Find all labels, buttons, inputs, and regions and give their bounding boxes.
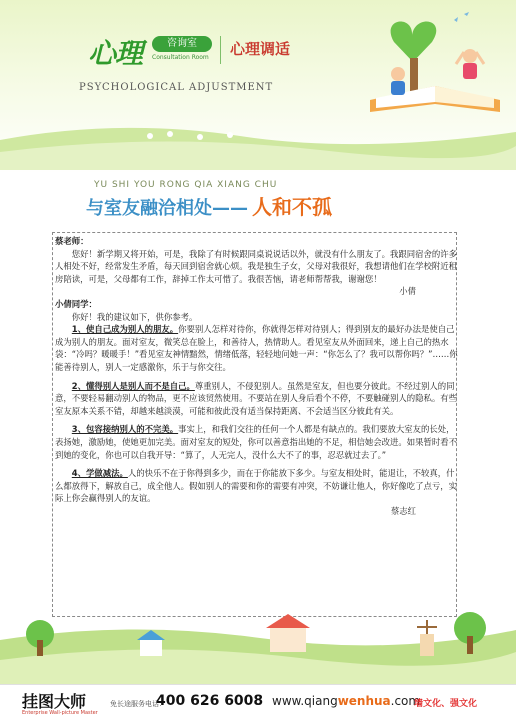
footer-brand-english: Enterprise Wall-picture Master [22,710,98,716]
tree-book-illustration [360,8,510,128]
reply-point-3-heading: 3、包容接纳别人的不完美。 [71,424,179,435]
reply-point-2-text: 尊重别人，不侵犯别人。虽然是室友，但也要分彼此。不经过别人的同意，不要轻易翻动别人的物品，更不应该贸然使用。不要站在别人身后看个不停，不要触碰别人的隐私。有些室友原本关系不错，却越来越淡漠，可能和彼此没有适当保持距离、不会适当区分彼此有关。 [55,380,457,416]
reply-point-1 [55,323,458,373]
footer-brand: 挂图大师 [22,692,87,711]
article-title [86,191,332,220]
title-pinyin: YU SHI YOU RONG QIA XIANG CHU [94,180,278,190]
reply-point-4 [55,467,458,505]
letter-body: 您好！新学期又将开始，可是，我除了有时候跟同桌说说话以外，就没有什么朋友了。我跟同宿舍的许多人相处不好，经常发生矛盾，每天回到宿舍就心烦。我是独生子女，父母对我很好，我想请他们在学校附近租房陪读，可是，父母都有工作，辞掉工作太可惜了。我很苦恼，请老师帮帮我，谢谢您！ [55,248,458,284]
footer-phone-label: 免长途服务电话： [110,700,166,708]
article-title-part-1: 与室友融洽相处—— [86,198,248,219]
reply-point-4-text: 人的快乐不在于你得到多少，而在于你能放下多少。与室友相处时，能退让，不较真，什么都放得下，解放自己，成全他人。假如别人的需要和你的需要有冲突，不妨谦让他人，你好像吃了点亏，实际上你会赢得别人的友谊。 [55,468,457,504]
footer-website-part-3: .com [390,694,421,708]
letter-salutation: 蔡老师： [55,236,89,246]
article-title-part-2: 人和不孤 [252,195,332,219]
reply-signature: 蔡志红 [390,505,416,516]
section-name-english: PSYCHOLOGICAL ADJUSTMENT [79,82,274,93]
reply-point-1-heading: 1、使自己成为别人的朋友。 [71,324,179,335]
reply-intro: 你好！我的建议如下，供你参考。 [71,311,198,322]
reply-point-3 [55,423,458,461]
footer-website-part-2: wenhua [337,694,391,708]
footer-website[interactable] [272,694,420,708]
reply-point-4-heading: 4、学做减法。 [71,468,128,479]
letter-signature: 小倩 [399,286,416,297]
logo-pill: 咨询室 [152,36,212,52]
section-name: 心理调适 [230,40,291,58]
reply-salutation: 小倩同学： [55,298,97,309]
logo-divider [220,36,221,64]
town-illustration [0,600,516,696]
footer-phone: 400 626 6008 [156,693,264,709]
logo-subtitle: Consultation Room [152,54,209,61]
logo-script-text: 心理 [88,37,143,70]
footer-website-part-1: www.qiang [272,694,338,708]
reply-point-1-text: 你要别人怎样对待你，你就得怎样对待别人；得到别友的最好办法是使自己成为别人的朋友。面对室友，微笑总在脸上，和善待人，热情助人。看见室友从外面回来，递上自己的热水袋：“冷吗？暖暖手！”看见室友神情黯然，情绪低落，轻轻地问她一声：“你怎么了？我可以帮你吗？”……你能善待别人，别人一定感激你，乐于与你交往。 [55,324,458,372]
reply-point-2-heading: 2、懂得别人是别人而不是自己。 [71,380,195,391]
reply-point-3-text: 事实上，和我们交往的任何一个人都是有缺点的。我们要放大室友的长处，表扬她，激励她，使她更加完美。面对室友的短处，你可以善意指出她的不足，相信她会改进。如果暂时看不到她的变化，你也可以自我开导：“算了，人无完人，没什么大不了的事，忍忍就过去了。” [55,424,457,460]
footer-bar [0,684,516,724]
reply-point-2 [55,380,458,418]
article-body [55,235,458,517]
footer-slogan: 墙文化、强文化 [414,699,478,709]
